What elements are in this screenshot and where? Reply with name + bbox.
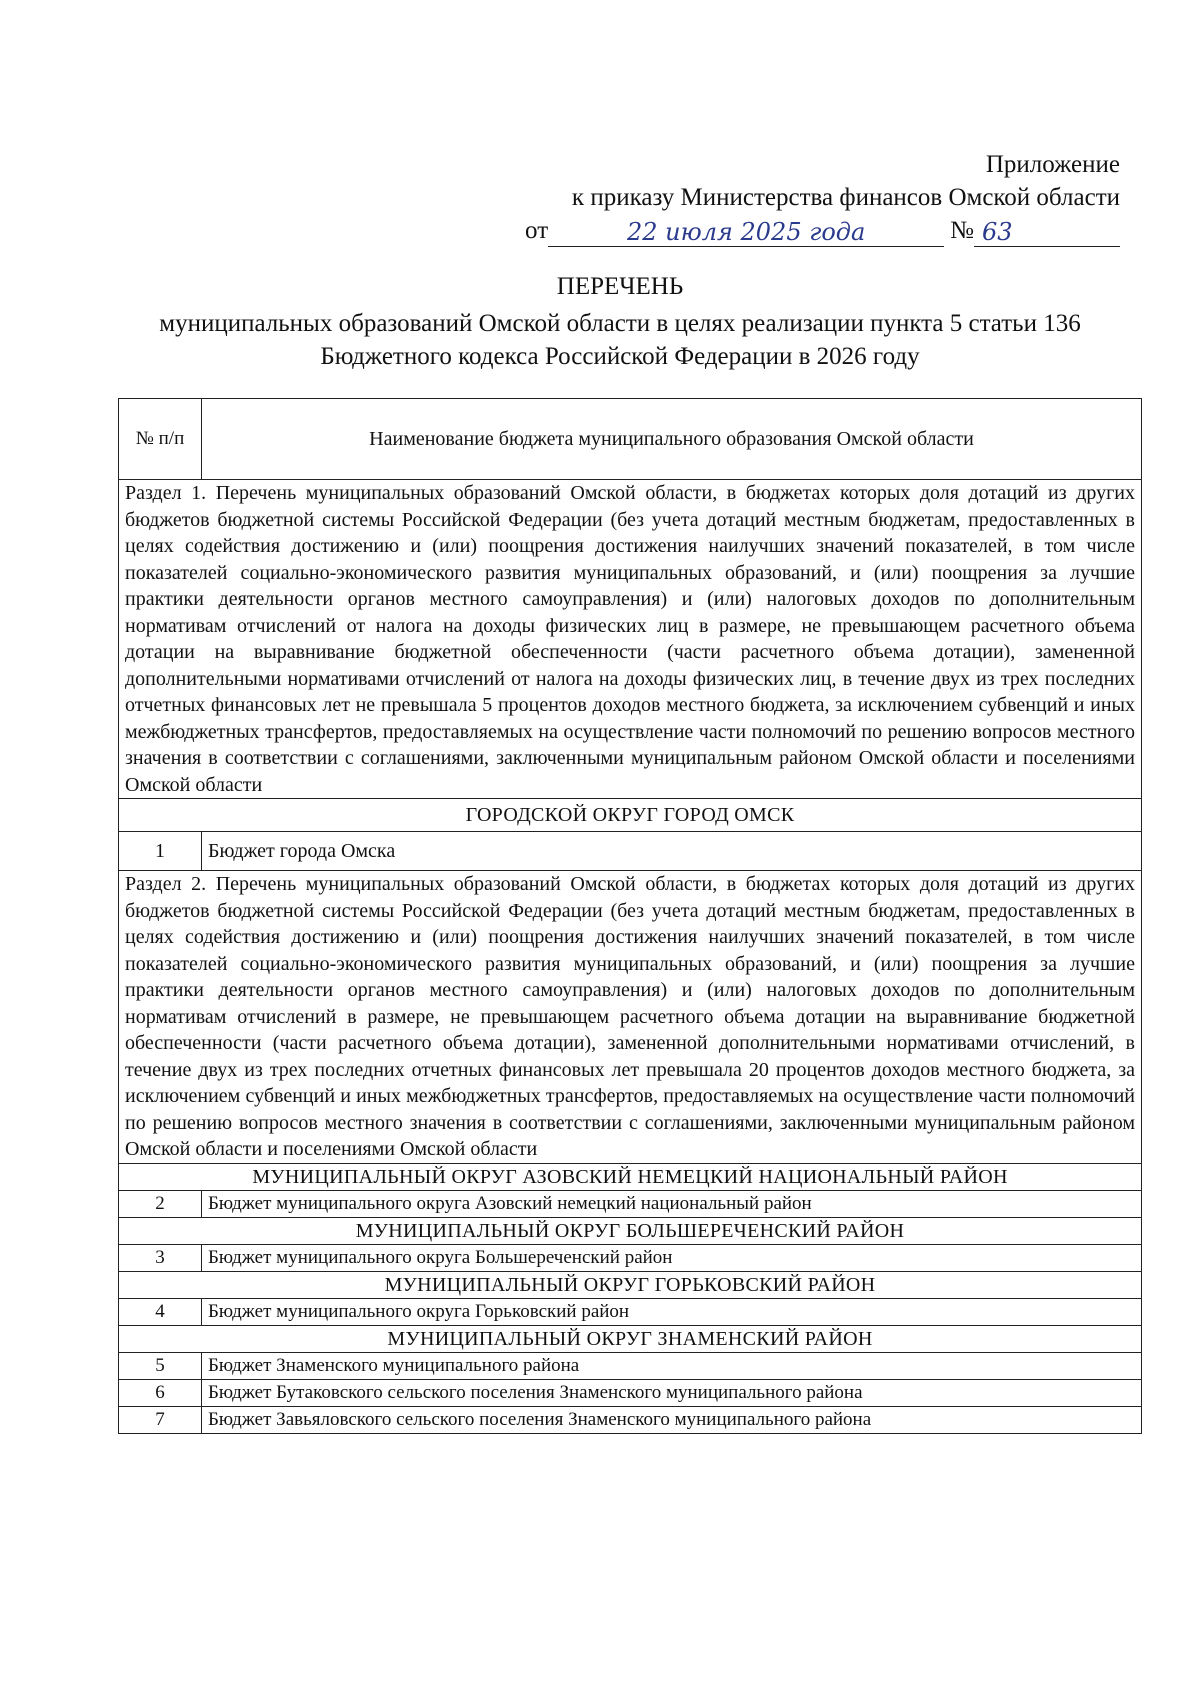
header-num: № п/п (119, 399, 202, 480)
header-name: Наименование бюджета муниципального образования Омской области (202, 399, 1142, 480)
table-row (119, 1190, 1142, 1217)
group-gork: МУНИЦИПАЛЬНЫЙ ОКРУГ ГОРЬКОВСКИЙ РАЙОН (119, 1271, 1142, 1298)
row-number: 2 (119, 1190, 202, 1217)
appendix-date-line (525, 214, 1120, 247)
table-row (119, 1352, 1142, 1379)
title-sub-1: муниципальных образований Омской области в целях реализации пункта 5 статьи 136 (159, 310, 1081, 337)
group-bolsh: МУНИЦИПАЛЬНЫЙ ОКРУГ БОЛЬШЕРЕЧЕНСКИЙ РАЙОН (119, 1217, 1142, 1244)
section-1-text: Раздел 1. Перечень муниципальных образований Омской области, в бюджетах которых доля дотаций из других бюджетов бюджетной системы Российской Федерации (без учета дотаций местным бюджетам, предоставленных в целях содействия достижению и (или) поощрения достижения наилучших значений показателей, в том числе показателей социально-экономического развития муниципальных образований, и (или) поощрения за лучшие практики деятельности органов местного самоуправления) и (или) налоговых доходов по дополнительным нормативам отчислений от налога на доходы физических лиц в размере, не превышающем расчетного объема дотации на выравнивание бюджетной обеспеченности (части расчетного объема дотации), замененной дополнительными нормативами отчислений от налога на доходы физических лиц, в течение двух из трех последних отчетных финансовых лет не превышала 5 процентов доходов местного бюджета, за исключением субвенций и иных межбюджетных трансфертов, предоставляемых на осуществление части полномочий по решению вопросов местного значения в соответствии с соглашениями, заключенными муниципальным районом Омской области и поселениями Омской области (119, 480, 1142, 799)
row-number: 1 (119, 832, 202, 871)
appendix-title: Приложение (985, 151, 1120, 178)
group-azov: МУНИЦИПАЛЬНЫЙ ОКРУГ АЗОВСКИЙ НЕМЕЦКИЙ НАЦИОНАЛЬНЫЙ РАЙОН (119, 1163, 1142, 1190)
table-row (119, 1244, 1142, 1271)
handwritten-number: 63 (974, 218, 1120, 247)
section-2-row (119, 871, 1142, 1164)
row-name: Бюджет муниципального округа Азовский немецкий национальный район (202, 1190, 1142, 1217)
row-name: Бюджет Бутаковского сельского поселения Знаменского муниципального района (202, 1379, 1142, 1406)
row-number: 5 (119, 1352, 202, 1379)
table-row (119, 832, 1142, 871)
title-main: ПЕРЕЧЕНЬ (556, 273, 684, 300)
table-row (119, 1379, 1142, 1406)
section-1-row (119, 480, 1142, 799)
row-number: 3 (119, 1244, 202, 1271)
row-number: 6 (119, 1379, 202, 1406)
group-row-azov (119, 1163, 1142, 1190)
group-znam: МУНИЦИПАЛЬНЫЙ ОКРУГ ЗНАМЕНСКИЙ РАЙОН (119, 1325, 1142, 1352)
section-2-text: Раздел 2. Перечень муниципальных образований Омской области, в бюджетах которых доля дотаций из других бюджетов бюджетной системы Российской Федерации (без учета дотаций местным бюджетам, предоставленных в целях содействия достижению и (или) поощрения достижения наилучших значений показателей, в том числе показателей социально-экономического развития муниципальных образований, и (или) поощрения за лучшие практики деятельности органов местного самоуправления) и (или) налоговых доходов по дополнительным нормативам отчислений в размере, не превышающем расчетного объема дотации на выравнивание бюджетной обеспеченности (части расчетного объема дотации), замененной дополнительными нормативами отчислений, в течение двух из трех последних отчетных финансовых лет превышала 20 процентов доходов местного бюджета, за исключением субвенций и иных межбюджетных трансфертов, предоставляемых на осуществление части полномочий по решению вопросов местного значения в соответствии с соглашениями, заключенными муниципальным районом Омской области и поселениями Омской области (119, 871, 1142, 1164)
document-title (100, 270, 1140, 373)
row-name: Бюджет города Омска (202, 832, 1142, 871)
group-row-znam (119, 1325, 1142, 1352)
handwritten-date: 22 июля 2025 года (548, 218, 944, 247)
row-name: Бюджет Завьяловского сельского поселения Знаменского муниципального района (202, 1406, 1142, 1433)
appendix-order-ref: к приказу Министерства финансов Омской области (571, 184, 1120, 211)
row-name: Бюджет муниципального округа Горьковский район (202, 1298, 1142, 1325)
row-number: 7 (119, 1406, 202, 1433)
table-row (119, 1298, 1142, 1325)
date-prefix: от (525, 217, 549, 244)
row-name: Бюджет муниципального округа Большереченский район (202, 1244, 1142, 1271)
table-header (119, 399, 1142, 480)
group-row-omsk (119, 799, 1142, 832)
table-row (119, 1406, 1142, 1433)
group-row-gork (119, 1271, 1142, 1298)
group-omsk: ГОРОДСКОЙ ОКРУГ ГОРОД ОМСК (119, 799, 1142, 832)
municipalities-table (118, 398, 1142, 1434)
group-row-bolsh (119, 1217, 1142, 1244)
row-name: Бюджет Знаменского муниципального района (202, 1352, 1142, 1379)
row-number: 4 (119, 1298, 202, 1325)
appendix-block (525, 148, 1120, 247)
number-prefix: № (950, 217, 974, 244)
title-sub-2: Бюджетного кодекса Российской Федерации в 2026 году (320, 343, 920, 370)
